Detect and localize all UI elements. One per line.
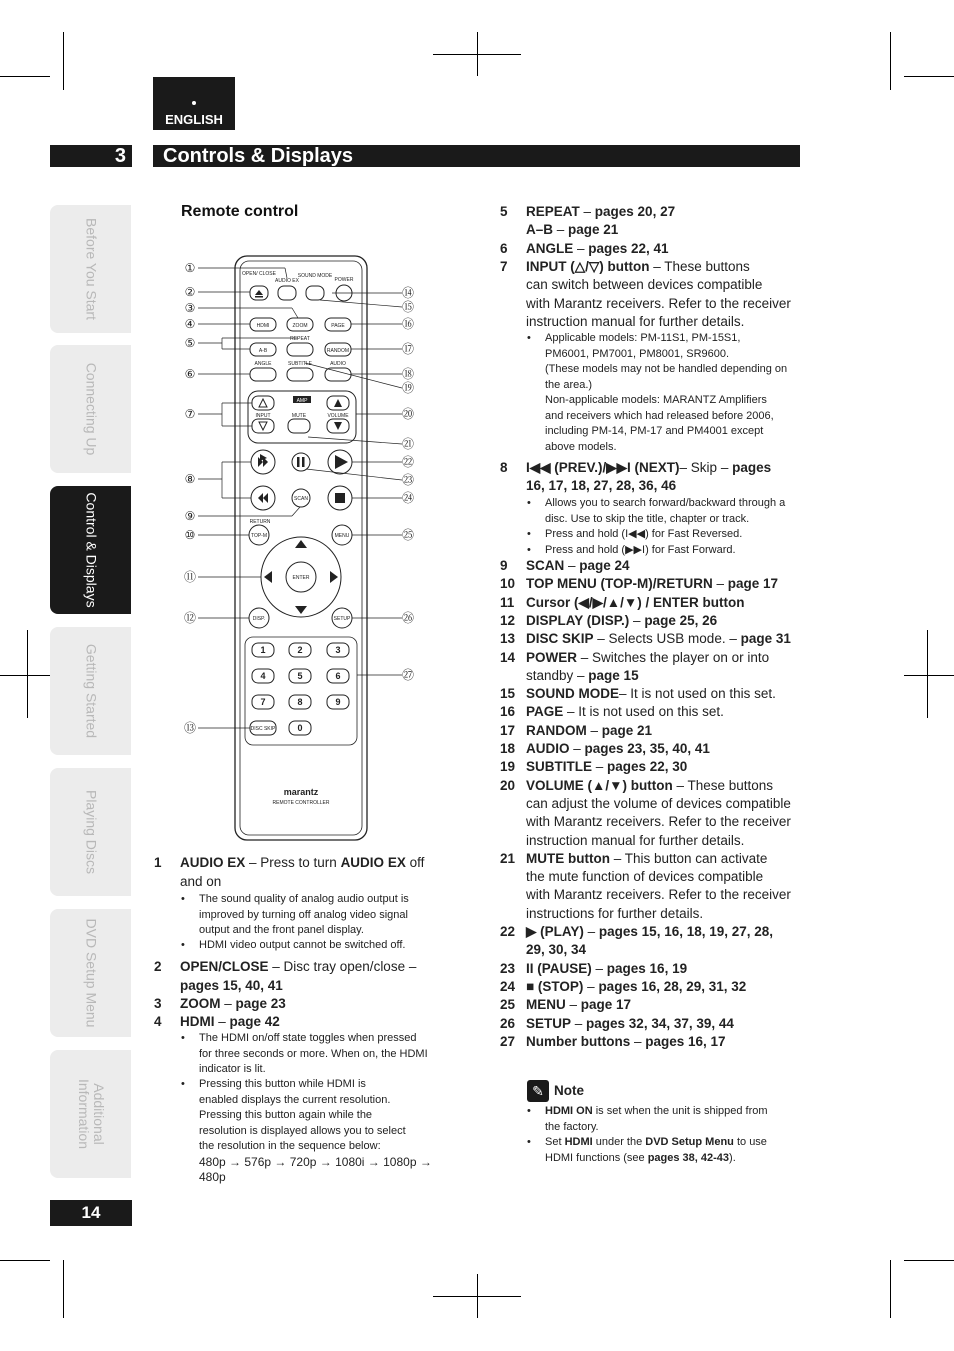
list-item — [500, 832, 810, 850]
rc-label-mute: MUTE — [291, 413, 307, 419]
list-item — [500, 240, 810, 258]
item-text: instruction manual for further details. — [526, 832, 745, 848]
item-number: 7 — [500, 258, 508, 274]
note-pencil-icon: ✎ — [527, 1080, 549, 1102]
item-term: page 25, 26 — [644, 612, 718, 628]
item-text: standby – — [526, 667, 589, 683]
item-term: pages 20, 27 — [594, 204, 676, 219]
item-text: HDMI functions (see — [545, 1151, 648, 1164]
item-number: 20 — [500, 777, 516, 793]
callout-11: ⑪ — [183, 570, 197, 584]
list-item — [500, 868, 810, 886]
callout-26: ㉖ — [401, 611, 415, 625]
rc-digit: 2 — [297, 645, 303, 655]
bullet-line: resolution is displayed allows you to select — [199, 1124, 406, 1137]
list-item — [500, 221, 810, 239]
item-text: – — [214, 1014, 230, 1029]
item-term: page 21 — [601, 722, 653, 738]
item-text: – — [592, 759, 608, 775]
callout-10: ⑩ — [184, 528, 196, 542]
tab-connecting-up[interactable] — [50, 345, 131, 473]
item-number: 19 — [500, 759, 516, 775]
item-term: HDMI ON — [545, 1105, 593, 1117]
rc-label-disp: DISP. — [252, 616, 266, 622]
rc-label-audio-ex: AUDIO EX — [275, 278, 299, 284]
language-label: ENGLISH — [165, 112, 223, 127]
list-item — [500, 850, 810, 868]
list-item — [500, 258, 810, 276]
list-item — [500, 703, 810, 721]
chapter-number: 3 — [50, 145, 132, 167]
list-item — [500, 996, 810, 1014]
list-item — [500, 477, 810, 495]
item-text: – — [553, 222, 569, 238]
item-term: page 17 — [580, 997, 632, 1013]
item-term: SCAN — [526, 558, 565, 573]
bullet-line: disc. Use to skip the title, chapter or track. — [545, 512, 750, 525]
rc-label-hdmi: HDMI — [256, 323, 270, 329]
item-text: Set — [545, 1136, 565, 1148]
list-item — [500, 722, 810, 740]
list-item — [500, 941, 810, 959]
item-term: pages 22, 30 — [607, 759, 688, 775]
item-term: I◀◀ (PREV.)/▶▶I (NEXT) — [526, 460, 680, 475]
tab-playing-discs[interactable] — [50, 768, 131, 896]
tab-label: Connecting Up — [83, 362, 99, 456]
list-item — [500, 667, 810, 685]
rc-digit: 6 — [335, 671, 341, 681]
callout-17: ⑰ — [401, 342, 415, 356]
rc-label-open-close: OPEN/ CLOSE — [242, 271, 276, 277]
bullet-line: Allows you to search forward/backward through a — [545, 497, 786, 509]
item-text: the mute function of devices compatible — [526, 869, 764, 885]
item-text: – Skip – — [679, 460, 733, 475]
tab-label: Before You Start — [83, 218, 99, 320]
rc-label-sound-mode: SOUND MODE — [297, 273, 333, 279]
item-number: 6 — [500, 240, 508, 256]
callout-22: ㉒ — [401, 455, 415, 469]
list-item — [500, 649, 810, 667]
rc-digit: 1 — [260, 645, 266, 655]
item-number: 4 — [154, 1014, 162, 1029]
rc-label-page: PAGE — [331, 323, 345, 329]
rc-label-random: RANDOM — [326, 348, 350, 354]
item-text: – This button can activate — [609, 850, 768, 866]
item-text: – It is not used on this set. — [563, 704, 724, 720]
callout-7: ⑦ — [184, 407, 196, 421]
item-text: – — [220, 996, 236, 1011]
list-item — [500, 630, 810, 648]
callout-25: ㉕ — [401, 528, 415, 542]
rc-label-menu: MENU — [334, 533, 350, 539]
item-text: – — [579, 204, 595, 219]
bullet-line — [545, 1120, 768, 1136]
item-term: POWER — [526, 649, 578, 665]
list-item — [500, 886, 810, 904]
item-text: – — [565, 997, 581, 1013]
item-number: 25 — [500, 997, 516, 1013]
list-item — [500, 777, 810, 795]
list-item — [500, 758, 810, 776]
bullet-line: above models. — [545, 440, 617, 453]
item-number: 22 — [500, 924, 516, 939]
item-number: 5 — [500, 204, 508, 219]
callout-5: ⑤ — [184, 336, 196, 350]
list-item-4 — [154, 1013, 454, 1032]
section-title: Remote control — [181, 203, 299, 220]
bullet-line: Pressing this button again while the — [199, 1109, 373, 1121]
callout-4: ④ — [184, 317, 196, 331]
item-term: pages 15, 16, 18, 19, 27, 28, — [598, 924, 774, 939]
rc-label-repeat: REPEAT — [290, 336, 310, 342]
item-term: TOP MENU (TOP-M)/RETURN — [526, 576, 713, 592]
item-term: page 23 — [235, 996, 286, 1011]
item-text: instructions for further details. — [526, 905, 704, 921]
callout-21: ㉑ — [401, 437, 415, 451]
item-term: pages 23, 35, 40, 41 — [584, 741, 710, 756]
rc-label-return: RETURN — [249, 519, 271, 525]
list-item — [500, 740, 810, 758]
bullet-line — [545, 1104, 768, 1120]
item-number: 1 — [154, 855, 162, 870]
item-term: A–B — [526, 222, 554, 238]
list-item — [500, 295, 810, 313]
item-number: 10 — [500, 576, 516, 592]
callout-24: ㉔ — [401, 491, 415, 505]
item-text: ). — [729, 1151, 736, 1164]
item-text: – These buttons — [672, 777, 774, 793]
list-item-3 — [154, 995, 454, 1014]
list-item — [500, 685, 810, 703]
item-number: 13 — [500, 631, 516, 647]
rc-label-subtitle: SUBTITLE — [288, 361, 312, 367]
item-text: – — [591, 960, 607, 976]
callout-12: ⑫ — [183, 611, 197, 625]
tab-label: DVD Setup Menu — [83, 918, 99, 1028]
item-term: pages 32, 34, 37, 39, 44 — [586, 1015, 734, 1031]
item-text: – It is not used on this set. — [619, 686, 776, 702]
item-term: 16, 17, 18, 27, 28, 36, 46 — [526, 478, 677, 494]
item-text: – Disc tray open/close – — [268, 959, 417, 974]
bullet-line: improved by turning off analog video signal — [199, 908, 408, 921]
rc-label-zoom: ZOOM — [292, 323, 308, 329]
item-text: – — [571, 1015, 587, 1031]
item-text: and on — [180, 873, 222, 889]
rc-label-scan: SCAN — [294, 496, 308, 502]
tab-control-displays[interactable] — [50, 486, 131, 614]
rc-digit: 5 — [297, 671, 303, 681]
item-term: DISC SKIP — [526, 631, 594, 647]
list-item — [500, 575, 810, 593]
item-term: DVD Setup Menu — [645, 1136, 734, 1148]
bullet-line: The sound quality of analog audio output is — [199, 893, 409, 905]
item-term: pages 16, 19 — [606, 960, 688, 976]
item-number: 9 — [500, 558, 508, 573]
rc-label-model: REMOTE CONTROLLER — [272, 800, 330, 806]
item-term: ANGLE — [526, 240, 574, 256]
rc-label-enter: ENTER — [292, 575, 310, 581]
item-number: 23 — [500, 960, 516, 976]
note-label: Note — [554, 1083, 584, 1098]
tab-label: Additional Information — [75, 1078, 107, 1150]
bullet-line: Press and hold (▶▶I) for Fast Forward. — [545, 543, 736, 556]
tab-label: Playing Discs — [83, 789, 99, 875]
item-text: – — [586, 722, 602, 738]
rc-digit: 8 — [297, 697, 303, 707]
list-item — [500, 795, 810, 813]
rc-label-input: INPUT — [255, 413, 271, 419]
item-text: – — [629, 612, 645, 628]
item-number: 21 — [500, 850, 516, 866]
rc-label-ab: A-B — [258, 348, 268, 354]
rc-label-amp: AMP — [296, 398, 308, 404]
chapter-title: Controls & Displays — [153, 145, 800, 167]
item-term: page 31 — [740, 631, 791, 647]
rc-label-volume: VOLUME — [327, 413, 349, 419]
list-item — [500, 594, 810, 612]
item-term: ZOOM — [180, 996, 221, 1011]
rc-digit: 3 — [335, 645, 341, 655]
tab-additional-information[interactable] — [50, 1050, 131, 1178]
item-number: 27 — [500, 1033, 516, 1049]
list-item — [500, 1033, 810, 1051]
callout-27: ㉗ — [401, 668, 415, 682]
item-term: pages — [732, 460, 772, 475]
item-term: OPEN/CLOSE — [180, 959, 269, 974]
item-text: with Marantz receivers. Refer to the receiver — [526, 295, 791, 311]
bullet-line: HDMI video output cannot be switched off. — [199, 939, 406, 951]
callout-18: ⑱ — [401, 367, 415, 381]
bullet-line: indicator is lit. — [199, 1063, 266, 1075]
bullet-line: and receivers which had released before 2006, — [545, 409, 774, 422]
item-term: SOUND MODE — [526, 686, 620, 702]
list-item — [500, 612, 810, 630]
item-text: – Switches the player on or into — [577, 649, 770, 665]
item-number: 26 — [500, 1015, 516, 1031]
item-term: pages 16, 28, 29, 31, 32 — [598, 978, 747, 994]
rc-digit: 9 — [335, 697, 341, 707]
item-number: 15 — [500, 686, 516, 702]
rc-label-top-m: TOP-M — [250, 533, 268, 539]
bullet-line: The HDMI on/off state toggles when pressed — [199, 1032, 417, 1044]
item-term: ▶ (PLAY) — [526, 924, 584, 939]
bullet-line: Press and hold (I◀◀) for Fast Reversed. — [545, 528, 743, 540]
list-item — [500, 923, 810, 941]
item-term: pages 16, 17 — [645, 1033, 726, 1049]
item-term: AUDIO EX — [340, 855, 406, 870]
callout-13: ⑬ — [183, 721, 197, 735]
item-term: RANDOM — [526, 722, 587, 738]
callout-19: ⑲ — [401, 381, 415, 395]
bullet-line: (These models may not be handled depending on — [545, 363, 788, 375]
bullet-line: 480p → 576p → 720p → 1080i → 1080p → — [199, 1154, 432, 1169]
list-item — [500, 1015, 810, 1033]
rc-label-audio: AUDIO — [330, 361, 346, 367]
item-term: HDMI — [180, 1014, 215, 1029]
list-item — [500, 203, 810, 221]
list-item — [500, 960, 810, 978]
item-term: INPUT (△/▽) button — [526, 258, 650, 274]
tab-before-you-start[interactable] — [50, 205, 131, 333]
callout-14: ⑭ — [401, 286, 415, 300]
item-text: – — [712, 576, 728, 592]
item-term: REPEAT — [526, 204, 580, 219]
bullet-line: Non-applicable models: MARANTZ Amplifiers — [545, 394, 767, 406]
item-term: AUDIO EX — [180, 855, 246, 870]
callout-9: ⑨ — [184, 509, 196, 523]
item-term: page 24 — [579, 558, 630, 573]
tab-label: Control & Displays — [83, 492, 99, 608]
item-text: off — [405, 855, 425, 870]
item-term: SUBTITLE — [526, 759, 592, 775]
rc-digit: 0 — [297, 723, 303, 733]
item-term: 29, 30, 34 — [526, 942, 587, 958]
list-item-1 — [154, 854, 454, 894]
bullet-line: including PM-14, PM-17 and PM4001 except — [545, 425, 764, 437]
page-number: 14 — [50, 1200, 132, 1226]
item-term: MUTE button — [526, 850, 610, 866]
list-item — [500, 557, 810, 575]
item-text: – — [630, 1033, 646, 1049]
item-term: PAGE — [526, 704, 564, 720]
rc-label-setup: SETUP — [333, 616, 351, 622]
remote-control-illustration — [180, 252, 425, 844]
item-number: 17 — [500, 722, 516, 738]
callout-2: ② — [184, 285, 196, 299]
callout-3: ③ — [184, 301, 196, 315]
item-term: HDMI — [564, 1136, 593, 1148]
list-item — [500, 313, 810, 331]
callout-1: ① — [184, 261, 196, 275]
item-number: 8 — [500, 460, 508, 475]
list-item — [500, 459, 810, 477]
callout-6: ⑥ — [184, 367, 196, 381]
item-text: with Marantz receivers. Refer to the receiver — [526, 887, 791, 903]
list-item — [500, 905, 810, 923]
rc-label-power: POWER — [334, 277, 354, 283]
item-text: the factory. — [545, 1120, 599, 1133]
item-term: AUDIO — [526, 741, 570, 756]
item-number: 18 — [500, 741, 516, 756]
item-text: – — [583, 924, 599, 939]
bullet-line: output and the front panel display. — [199, 924, 364, 936]
bullet-line: enabled displays the current resolution. — [199, 1093, 391, 1106]
item-text: instruction manual for further details. — [526, 313, 745, 329]
item-term: page 21 — [568, 222, 619, 238]
bullet-dot — [192, 101, 196, 105]
rc-digit: 7 — [260, 697, 266, 707]
item-term: pages 22, 41 — [588, 240, 669, 256]
callout-8: ⑧ — [184, 472, 196, 486]
list-item — [500, 813, 810, 831]
bullet-line: Pressing this button while HDMI is — [199, 1078, 366, 1090]
list-item-2 — [154, 958, 454, 998]
bullet-line: the resolution in the sequence below: — [199, 1140, 381, 1152]
bullet-line: for three seconds or more. When on, the HDMI — [199, 1047, 428, 1060]
bullet-line — [545, 1135, 767, 1151]
item-number: 14 — [500, 649, 516, 665]
callout-20: ⑳ — [401, 407, 415, 421]
item-text: – — [573, 240, 589, 256]
item-number: 3 — [154, 996, 162, 1011]
item-number: 2 — [154, 959, 162, 974]
item-text: – These buttons — [649, 258, 750, 274]
item-text: can switch between devices compatible — [526, 277, 763, 293]
bullet-line: Applicable models: PM-11S1, PM-15S1, — [545, 332, 741, 344]
item-number: 24 — [500, 978, 516, 994]
list-item — [500, 978, 810, 996]
item-term: pages 38, 42-43 — [647, 1151, 730, 1164]
bullet-line: 480p — [199, 1170, 226, 1184]
item-term: ■ (STOP) — [526, 978, 584, 994]
item-text: – — [564, 558, 580, 573]
bullet-line: the area.) — [545, 378, 593, 391]
item-number: 16 — [500, 704, 516, 720]
item-term: MENU — [526, 997, 566, 1013]
item-text: is set when the unit is shipped from — [592, 1105, 768, 1117]
item-text: under the — [592, 1136, 646, 1148]
item-text: – Press to turn — [245, 855, 341, 870]
item-number: 12 — [500, 612, 516, 628]
item-term: Number buttons — [526, 1033, 631, 1049]
list-item — [500, 276, 810, 294]
item-term: VOLUME (▲/▼) button — [526, 777, 673, 793]
bullet-line — [545, 1151, 767, 1167]
item-text: can adjust the volume of devices compatible — [526, 795, 791, 811]
item-term: DISPLAY (DISP.) — [526, 612, 630, 628]
item-text: – Selects USB mode. – — [593, 631, 741, 647]
item-term: II (PAUSE) — [526, 960, 592, 976]
bullet-line: PM6001, PM7001, PM8001, SR9600. — [545, 347, 730, 360]
item-term: SETUP — [526, 1015, 572, 1031]
callout-16: ⑯ — [401, 317, 415, 331]
rc-label-angle: ANGLE — [254, 361, 272, 367]
rc-label-disc-skip: DISC SKIP — [250, 726, 276, 732]
callout-23: ㉓ — [401, 473, 415, 487]
tab-label: Getting Started — [83, 643, 99, 739]
item-term: pages 15, 40, 41 — [180, 977, 283, 993]
item-term: page 42 — [229, 1014, 280, 1029]
item-term: page 17 — [727, 576, 779, 592]
brand-logo: marantz — [283, 787, 319, 797]
item-text: – — [583, 978, 599, 994]
tab-dvd-setup-menu[interactable] — [50, 909, 131, 1037]
item-text: with Marantz receivers. Refer to the receiver — [526, 814, 791, 830]
rc-digit: 4 — [260, 671, 266, 681]
tab-getting-started[interactable] — [50, 627, 131, 755]
language-badge — [153, 77, 235, 130]
item-number: 11 — [500, 594, 515, 610]
item-text: to use — [733, 1136, 767, 1148]
item-term: Cursor (◀/▶/▲/▼) / ENTER button — [526, 594, 745, 610]
item-term: page 15 — [588, 667, 639, 683]
item-text: – — [569, 741, 585, 756]
callout-15: ⑮ — [401, 300, 415, 314]
